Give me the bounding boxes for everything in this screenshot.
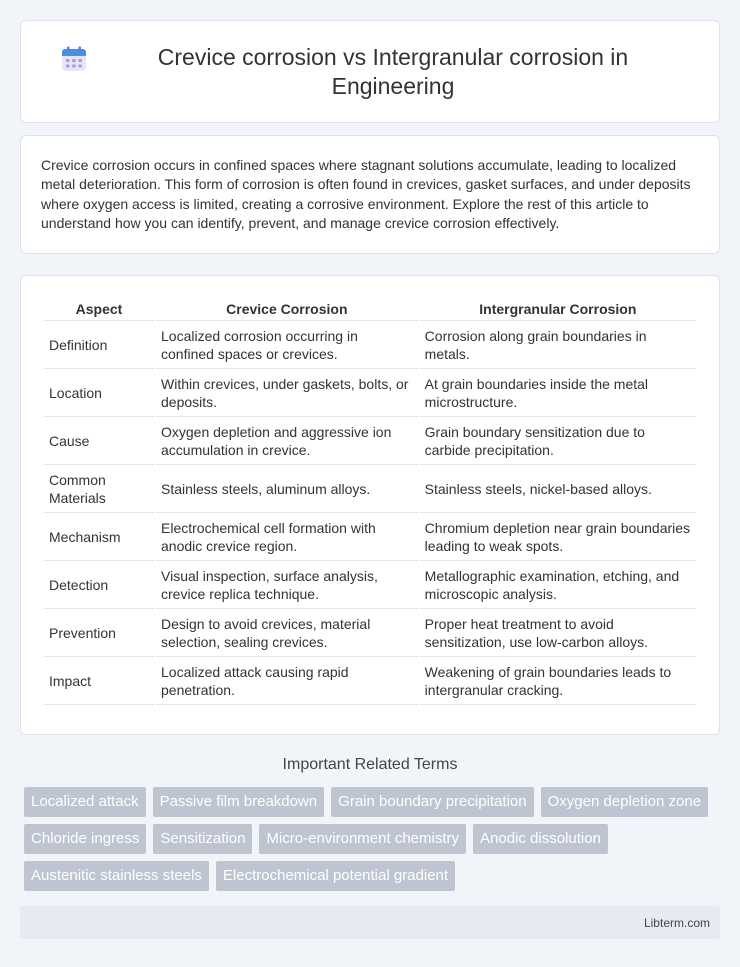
footer-brand-link[interactable]: Libterm.com	[643, 915, 710, 930]
table-row	[44, 323, 696, 369]
table-cell: Oxygen depletion and aggressive ion accumulation in crevice.	[156, 419, 418, 465]
table-row	[44, 659, 696, 705]
table-row	[44, 419, 696, 465]
related-term-tag[interactable]: Localized attack	[24, 787, 146, 817]
table-header-cell: Crevice Corrosion	[156, 298, 418, 321]
related-term-tag[interactable]: Oxygen depletion zone	[541, 787, 708, 817]
related-term-tag[interactable]: Austenitic stainless steels	[24, 861, 209, 891]
table-row	[44, 515, 696, 561]
table-cell: Corrosion along grain boundaries in metals.	[420, 323, 696, 369]
table-cell-aspect: Definition	[44, 323, 154, 369]
related-term-tag[interactable]: Electrochemical potential gradient	[216, 861, 455, 891]
intro-text: Crevice corrosion occurs in confined spaces where stagnant solutions accumulate, leading to localized metal deterioration. This form of corrosion is often found in crevices, gasket surfaces, and under deposits where oxygen access is limited, creating a corrosive environment. Explore the rest of this article to understand how you can identify, prevent, and manage crevice corrosion effectively.	[41, 157, 691, 232]
page-title: Crevice corrosion vs Intergranular corrosion in Engineering	[157, 43, 629, 99]
table-cell: Localized attack causing rapid penetration.	[156, 659, 418, 705]
table-cell: Localized corrosion occurring in confined spaces or crevices.	[156, 323, 418, 369]
table-cell: Metallographic examination, etching, and microscopic analysis.	[420, 563, 696, 609]
table-header-row	[44, 298, 696, 321]
table-cell: Stainless steels, aluminum alloys.	[156, 467, 418, 513]
related-term-tag[interactable]: Chloride ingress	[24, 824, 146, 854]
related-terms-list	[24, 787, 720, 891]
related-terms-heading: Important Related Terms	[282, 756, 458, 773]
calendar-grid-icon	[61, 46, 87, 72]
table-cell: Stainless steels, nickel-based alloys.	[420, 467, 696, 513]
table-cell-aspect: Cause	[44, 419, 154, 465]
table-cell: Within crevices, under gaskets, bolts, or deposits.	[156, 371, 418, 417]
table-cell: Proper heat treatment to avoid sensitization, use low-carbon alloys.	[420, 611, 696, 657]
table-cell: Weakening of grain boundaries leads to intergranular cracking.	[420, 659, 696, 705]
related-term-tag[interactable]: Grain boundary precipitation	[331, 787, 533, 817]
table-cell-aspect: Impact	[44, 659, 154, 705]
related-term-tag[interactable]: Sensitization	[153, 824, 252, 854]
comparison-table-card	[20, 275, 720, 735]
table-cell: Chromium depletion near grain boundaries leading to weak spots.	[420, 515, 696, 561]
table-cell-aspect: Mechanism	[44, 515, 154, 561]
related-term-tag[interactable]: Micro-environment chemistry	[259, 824, 466, 854]
table-cell-aspect: Common Materials	[44, 467, 154, 513]
table-cell: Grain boundary sensitization due to carbide precipitation.	[420, 419, 696, 465]
table-header-cell: Aspect	[44, 298, 154, 321]
table-cell: At grain boundaries inside the metal microstructure.	[420, 371, 696, 417]
footer	[20, 906, 720, 939]
table-cell-aspect: Location	[44, 371, 154, 417]
table-row	[44, 467, 696, 513]
header-inner	[61, 43, 679, 101]
related-term-tag[interactable]: Anodic dissolution	[473, 824, 608, 854]
intro-card	[20, 135, 720, 254]
comparison-table	[42, 296, 698, 707]
table-header-cell: Intergranular Corrosion	[420, 298, 696, 321]
table-cell: Electrochemical cell formation with anodic crevice region.	[156, 515, 418, 561]
table-cell: Visual inspection, surface analysis, crevice replica technique.	[156, 563, 418, 609]
header-card	[20, 20, 720, 123]
table-cell-aspect: Prevention	[44, 611, 154, 657]
related-term-tag[interactable]: Passive film breakdown	[153, 787, 325, 817]
table-row	[44, 611, 696, 657]
table-row	[44, 563, 696, 609]
table-cell-aspect: Detection	[44, 563, 154, 609]
table-row	[44, 371, 696, 417]
table-cell: Design to avoid crevices, material selection, sealing crevices.	[156, 611, 418, 657]
